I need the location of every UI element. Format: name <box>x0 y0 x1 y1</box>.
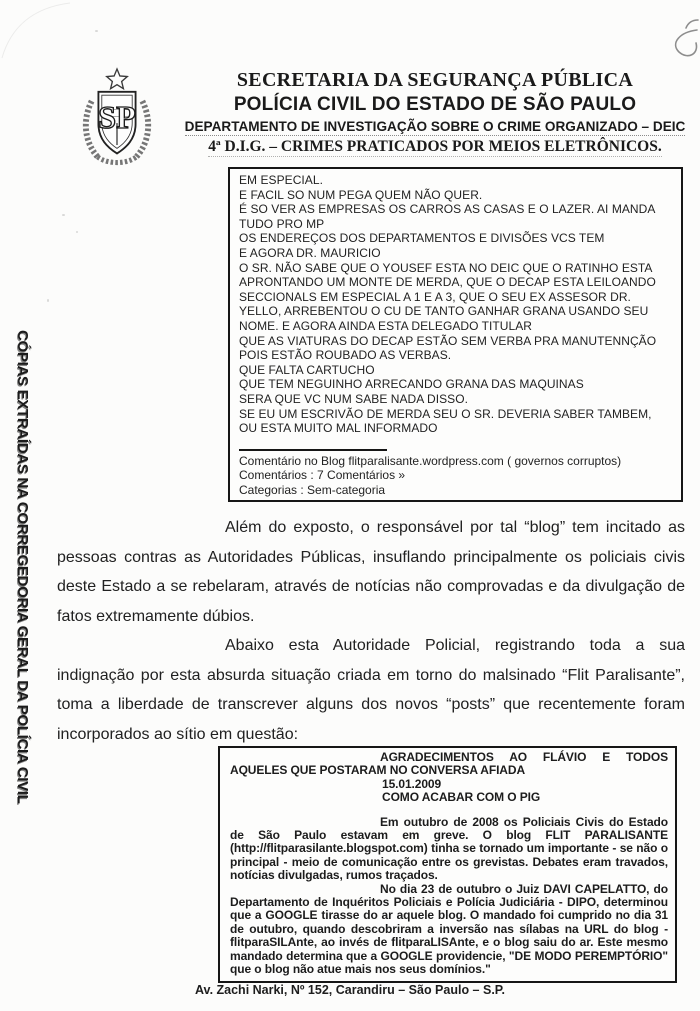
report-body <box>57 513 685 749</box>
quote-line: É SO VER AS EMPRESAS OS CARROS AS CASAS E O LAZER. AI MANDA <box>239 202 656 217</box>
quote-line: SERA QUE VC NUM SABE NADA DISSO. <box>239 391 468 406</box>
quote-line: OU ESTA MUITO MAL INFORMADO <box>239 421 438 436</box>
letterhead-line-4: 4ª D.I.G. – CRIMES PRATICADOS POR MEIOS ELETRÔNICOS. <box>208 138 662 155</box>
seal-monogram: SP <box>98 99 136 136</box>
letterhead-line-1: SECRETARIA DA SEGURANÇA PÚBLICA <box>236 69 634 91</box>
quote-meta-source: Comentário no Blog flitparalisante.wordpress.com ( governos corruptos) <box>239 453 622 468</box>
quote-line: APRONTANDO UM MONTE DE MERDA, QUE O DECAP ESTA LEILOANDO <box>239 275 656 290</box>
letterhead-line-3: DEPARTAMENTO DE INVESTIGAÇÃO SOBRE O CRIME ORGANIZADO – DEIC <box>184 119 686 134</box>
quote2-paragraph-1: Em outubro de 2008 os Policiais Civis do Estado de São Paulo estavam em greve. O blog FLIT PARALISANTE (http://flitparasilante.blogspot.com) tinha se tornado um importante - se não o principal - meio de comunicação entre os grevistas. Debates eram travados, notícias divulgadas, rumos traçados. <box>230 814 668 883</box>
quoted-blog-post-box-1 <box>228 167 683 502</box>
quote-line: QUE TEM NEGUINHO ARRECANDO GRANA DAS MAQUINAS <box>239 377 584 392</box>
quote-line: QUE FALTA CARTUCHO <box>239 362 375 377</box>
body-paragraph-1: Além do exposto, o responsável por tal “blog” tem incitado as pessoas contras as Autoridades Públicas, insuflando principalmente os policiais civis deste Estado a se rebelaram, através de notícias não comprovadas e da divulgação de fatos extremamente dúbios. <box>57 519 685 625</box>
quoted-blog-post-box-2 <box>218 746 677 983</box>
scan-edge-artifact <box>0 0 90 60</box>
quote-line: YELLO, ARREBENTOU O CU DE TANTO GANHAR GRANA USANDO SEU <box>239 304 649 319</box>
letterhead <box>172 68 698 157</box>
quote-line: E FACIL SO NUM PEGA QUEM NÃO QUER. <box>239 187 483 202</box>
quote2-subtitle: COMO ACABAR COM O PIG <box>382 790 541 805</box>
quote2-title: AGRADECIMENTOS AO FLÁVIO E TODOS AQUELES QUE POSTARAM NO CONVERSA AFIADA <box>230 750 668 778</box>
quote-line: EM ESPECIAL. <box>239 173 323 187</box>
quote-meta-category: Categorias : Sem-categoria <box>239 482 386 497</box>
quote-line: POIS ESTÃO ROUBADO AS VERBAS. <box>239 348 452 363</box>
quote-line: O SR. NÃO SABE QUE O YOUSEF ESTA NO DEIC QUE O RATINHO ESTA <box>239 260 653 275</box>
quote-line: E AGORA DR. MAURICIO <box>239 245 381 260</box>
body-paragraph-2: Abaixo esta Autoridade Policial, registrando toda a sua indignação por esta absurda situação criada em torno do malsinado “Flit Paralisante”, toma a liberdade de transcrever alguns dos novos “posts” que recentemente foram incorporados ao sítio em questão: <box>57 637 685 743</box>
quote-line: OS ENDEREÇOS DOS DEPARTAMENTOS E DIVISÕES VCS TEM <box>239 231 605 246</box>
quote-line: SE EU UM ESCRIVÃO DE MERDA SEU O SR. DEVERIA SABER TAMBEM, <box>239 406 652 421</box>
letterhead-line-2: POLÍCIA CIVIL DO ESTADO DE SÃO PAULO <box>233 94 637 115</box>
state-seal-icon <box>79 62 155 174</box>
quote2-paragraph-2: No dia 23 de outubro o Juiz DAVI CAPELATTO, do Departamento de Inquéritos Policiais e Polícia Judiciária - DIPO, determinou que a GOOGLE tirasse do ar aquele blog. O mandado foi cumprido no dia 31 de outubro, quando descobriram a inversão nas sílabas na URL do blog - flitparaSILAnte, ao invés de flitparaLISAnte, e o blog saiu do ar. Este mesmo mandado determina que a GOOGLE providencie, "DE MODO PEREMPTÓRIO" que o blog não atue mais nos seus domínios." <box>230 881 668 977</box>
handwritten-page-number <box>650 16 700 74</box>
quote-line: QUE AS VIATURAS DO DECAP ESTÃO SEM VERBA PRA MANUTENNÇÃO <box>239 333 657 348</box>
quote-line: TUDO PRO MP <box>239 216 325 231</box>
scan-speck <box>76 231 78 233</box>
scan-speck <box>95 30 98 32</box>
scan-speck <box>47 299 49 302</box>
quote-meta-comments: Comentários : 7 Comentários » <box>239 468 406 483</box>
spacer <box>230 805 668 816</box>
scan-speck <box>62 214 65 216</box>
quote-meta-divider <box>239 449 387 451</box>
quote-line: SECCIONALS EM ESPECIAL A 1 E A 3, QUE O SEU EX ASSESOR DR. <box>239 289 631 304</box>
footer-address: Av. Zachi Narki, Nº 152, Carandiru – São Paulo – S.P. <box>194 983 505 997</box>
quote-line: NOME. E AGORA AINDA ESTA DELEGADO TITULAR <box>239 318 533 333</box>
vertical-registry-stamp: CÓPIAS EXTRAÍDAS NA CORREGEDORIA GERAL DA POLÍCIA CIVIL <box>14 330 31 804</box>
quote2-date: 15.01.2009 <box>382 776 442 791</box>
